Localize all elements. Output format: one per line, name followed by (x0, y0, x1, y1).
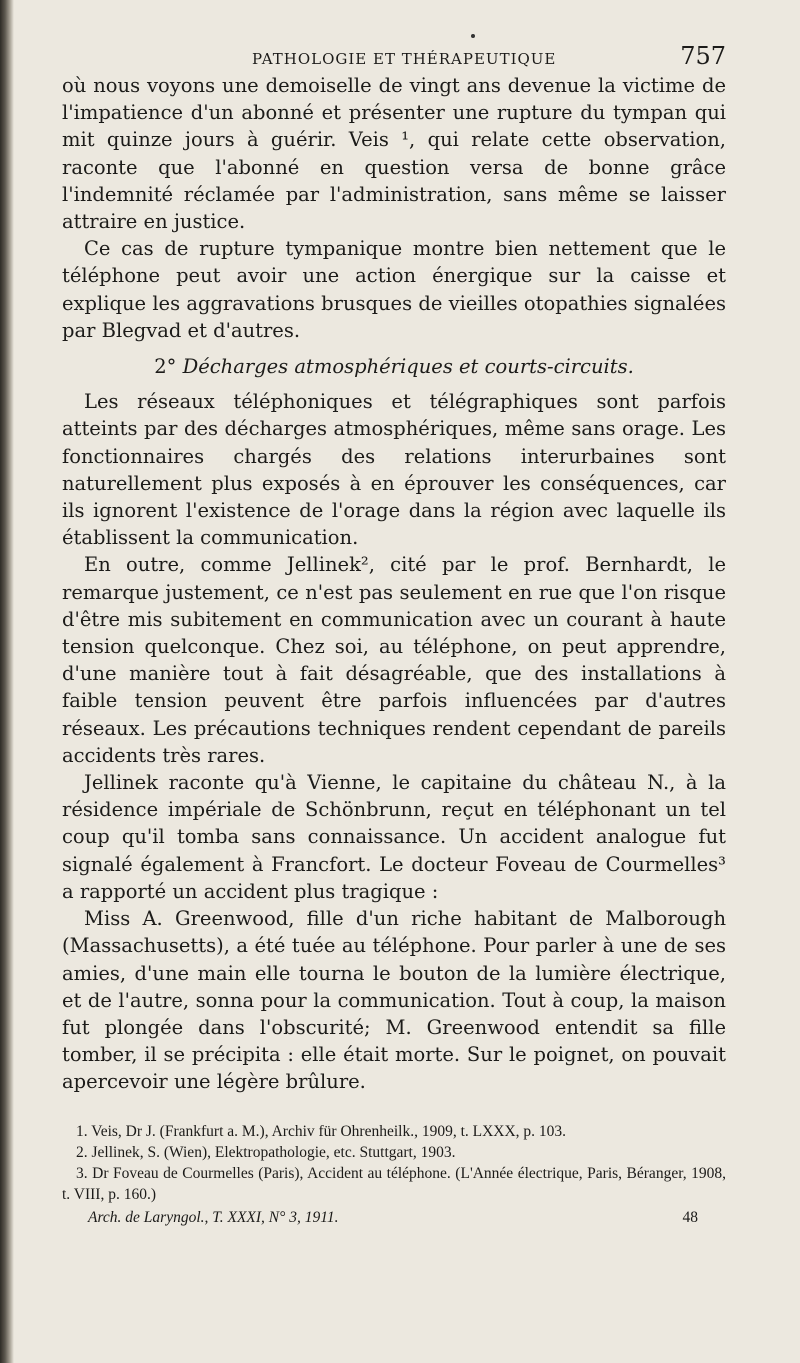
footnote: 1. Veis, Dr J. (Frankfurt a. M.), Archiv für Ohrenheilk., 1909, t. LXXX, p. 103. (76, 1122, 567, 1140)
section-number: 2° (154, 355, 177, 379)
footnotes (62, 1121, 726, 1205)
paragraph: En outre, comme Jellinek², cité par le prof. Bernhardt, le remarque justement, ce n'est pas seulement en rue que l'on risque d'être mis subitement en communication avec un courant à haute tension quelconque. Chez soi, au téléphone, on peut apprendre, d'une manière tout à fait désagréable, que des installations à faible tension peuvent être parfois influencées par d'autres réseaux. Les précautions techniques rendent cependant de pareils accidents très rares. (62, 553, 726, 767)
journal-citation: Arch. de Laryngol., T. XXXI, N° 3, 1911. (88, 1208, 339, 1226)
paragraph: où nous voyons une demoiselle de vingt ans devenue la victime de l'impatience d'un abonné et présenter une rupture du tympan qui mit quinze jours à guérir. Veis ¹, qui relate cette observation, raconte que l'abonné en question versa de bonne grâce l'indemnité réclamée par l'administration, sans même se laisser attraire en justice. (62, 74, 726, 234)
running-head (252, 38, 726, 72)
footnote: 2. Jellinek, S. (Wien), Elektropathologie, etc. Stuttgart, 1903. (76, 1143, 456, 1161)
paragraph: Jellinek raconte qu'à Vienne, le capitaine du château N., à la résidence impériale de Schönbrunn, reçut en téléphonant un tel coup qu'il tomba sans connaissance. Un accident analogue fut signalé également à Francfort. Le docteur Foveau de Courmelles³ a rapporté un accident plus tragique : (62, 771, 726, 903)
page (62, 38, 726, 1228)
page-number: 757 (680, 42, 726, 70)
body-text (62, 72, 726, 1096)
section-heading (62, 353, 726, 380)
paragraph: Ce cas de rupture tympanique montre bien nettement que le téléphone peut avoir une action énergique sur la caisse et explique les aggravations brusques de vieilles otopathies signalées par Blegvad et d'autres. (62, 237, 726, 342)
paragraph: Miss A. Greenwood, fille d'un riche habitant de Malborough (Massachusetts), a été tuée au téléphone. Pour parler à une de ses amies, d'une main elle tourna le bouton de la lumière électrique, et de l'autre, sonna pour la communication. Tout à coup, la maison fut plongée dans l'obscurité; M. Greenwood entendit sa fille tomber, il se précipita : elle était morte. Sur le poignet, on pouvait apercevoir une légère brûlure. (62, 907, 726, 1094)
running-title: PATHOLOGIE ET THÉRAPEUTIQUE (252, 50, 557, 68)
page-binding-edge (0, 0, 14, 1363)
section-title: Décharges atmosphériques et courts-circuits. (182, 355, 634, 379)
footnote: 3. Dr Foveau de Courmelles (Paris), Accident au téléphone. (L'Année électrique, Paris, Béranger, 1908, t. VIII, p. 160.) (62, 1164, 726, 1203)
page-footer (62, 1207, 726, 1228)
paragraph: Les réseaux téléphoniques et télégraphiques sont parfois atteints par des décharges atmosphériques, même sans orage. Les fonctionnaires chargés des relations interurbaines sont naturellement plus exposés à en éprouver les conséquences, car ils ignorent l'existence de l'orage dans la région avec laquelle ils établissent la communication. (62, 390, 726, 550)
signature-mark: 48 (682, 1208, 698, 1226)
